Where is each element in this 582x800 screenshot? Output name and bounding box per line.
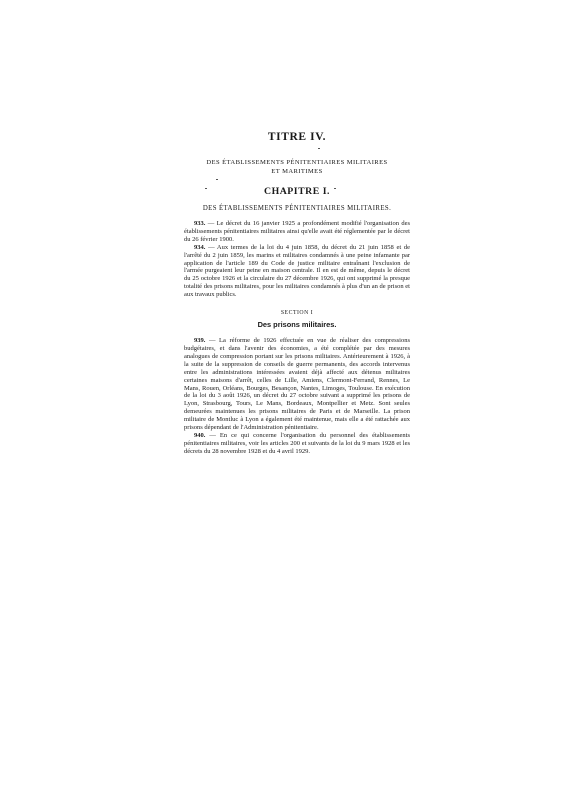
paragraph-939 <box>184 337 410 432</box>
paragraph-number: 939. <box>194 337 206 345</box>
paragraph-group-a <box>184 220 410 299</box>
paragraph-text: — Aux termes de la loi du 4 juin 1858, du décret du 21 juin 1858 et de l'arrêté du 2 juin 1859, les marins et militaires condamnés à une peine infamante par application de l'article 189 du Code de justice militaire entraînant l'exclusion de l'armée purgeaient leur peine en maison centrale. Il en est de même, depuis le décret du 25 octobre 1926 et la circulaire du 27 décembre 1926, qui ont supprimé la presque totalité des prisons militaires, pour les militaires condamnés à plus d'un an de prison et aux travaux publics. <box>184 243 410 299</box>
paragraph-text: — Le décret du 16 janvier 1925 a profondément modifié l'organisation des établissements pénitentiaires militaires ainsi qu'elle avait été réglementée par le décret du 26 février 1900. <box>184 220 410 243</box>
chapitre-subtitle: DES ÉTABLISSEMENTS PÉNITENTIAIRES MILITAIRES. <box>202 205 392 212</box>
print-speck <box>318 148 320 149</box>
paragraph-933 <box>184 220 410 244</box>
print-speck <box>216 179 218 180</box>
titre-subtitle-line1: DES ÉTABLISSEMENTS PÉNITENTIAIRES MILITAIRES <box>206 159 388 166</box>
titre-subtitle-line2: ET MARITIMES <box>271 168 323 175</box>
section-label: SECTION I <box>280 310 314 317</box>
section-title: Des prisons militaires. <box>257 320 337 330</box>
paragraph-number: 940. <box>194 431 206 439</box>
paragraph-number: 934. <box>194 243 206 251</box>
chapitre-heading: CHAPITRE I. <box>264 186 330 197</box>
paragraph-text: — En ce qui concerne l'organisation du personnel des établissements pénitentiaires militaires, voir les articles 200 et suivants de la loi du 9 mars 1928 et les décrets du 28 novembre 1928 et du 4 avril 1929. <box>184 431 410 455</box>
print-speck <box>205 188 207 189</box>
titre-heading: TITRE IV. <box>267 131 327 143</box>
paragraph-group-b <box>184 337 410 456</box>
paragraph-number: 933. <box>194 220 206 227</box>
paragraph-text: — La réforme de 1926 effectuée en vue de réaliser des compressions budgétaires, et dans l'avenir des économies, a été complétée par des mesures analogues de compression portant sur les prisons militaires. Antérieurement à 1926, à la suite de la suppression de conseils de guerre permanents, des accords intervenus entre les administrations intéressées avaient déjà affecté aux détenus militaires certaines maisons d'arrêt, celles de Lille, Amiens, Clermont-Ferrand, Rennes, Le Mans, Rouen, Orléans, Bourges, Besançon, Nantes, Limoges, Toulouse. En exécution de la loi du 3 août 1926, un décret du 27 octobre suivant a supprimé les prisons de Lyon, Strasbourg, Tours, Le Mans, Bordeaux, Montpellier et Metz. Sont seules demeurées maintenues les prisons militaires de Paris et de Marseille. La prison militaire de Montluc à Lyon a également été maintenue, mais elle a été rattachée aux prisons dépendant de l'Administration pénitentiaire. <box>184 337 410 432</box>
print-speck <box>334 188 336 189</box>
paragraph-934 <box>184 244 410 299</box>
paragraph-940 <box>184 432 410 456</box>
